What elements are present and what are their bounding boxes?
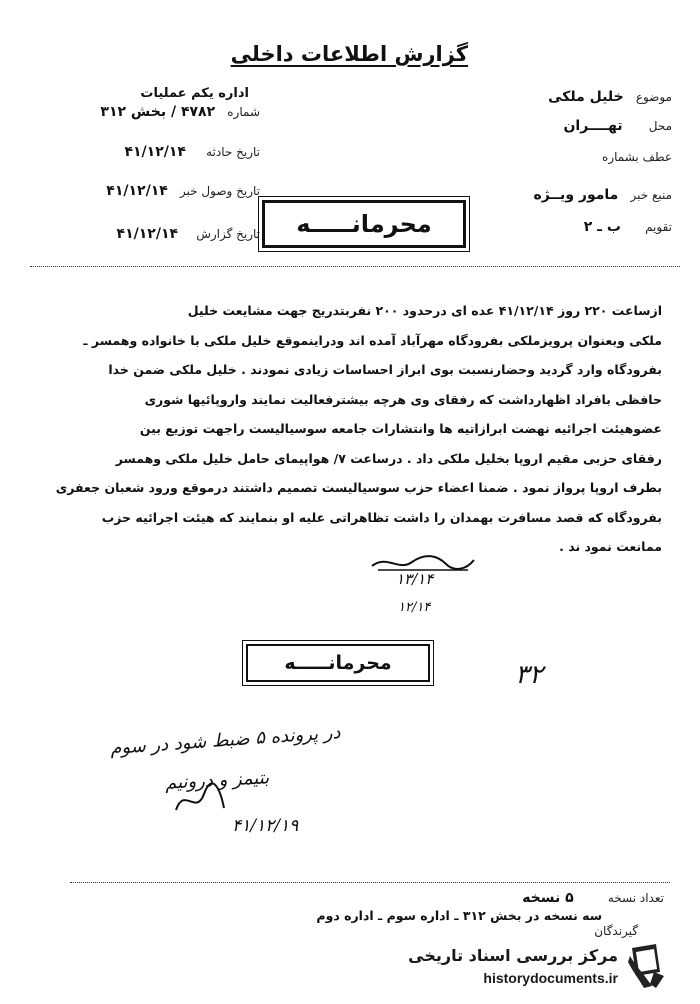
body-line: ملکی وبعنوان پرویزملکی بفرودگاه مهرآباد آمده اند ودراینموقع خلیل ملکی با خانواده وهمسر ـ: [83, 332, 662, 348]
side-handwritten-number: ۳۲: [515, 660, 543, 690]
recipients-value-row: [316, 908, 610, 924]
handwritten-signature: [170, 780, 230, 820]
office-name: [52, 86, 257, 101]
body-line: بطرف اروپا پرواز نمود . ضمنا اعضاء حزب سوسیالیست تصمیم داشتند درموقع ورود شعبان جعفری: [55, 480, 662, 495]
watermark-text-en: historydocuments.ir: [483, 970, 618, 986]
handwritten-note-2: بتیمز و درونیم: [164, 767, 270, 794]
event-date-label: تاریخ حادثه: [206, 145, 260, 159]
event-date-value: ۴۱/۱۲/۱۴: [124, 144, 186, 160]
number-label: شماره: [227, 105, 260, 119]
body-line: ازساعت ۲۲۰ روز ۴۱/۱۲/۱۴ عده ای درحدود ۲۰۰ نفربتدریج جهت مشایعت خلیل: [187, 303, 662, 318]
header-separator: [30, 266, 680, 267]
page-title: گزارش اطلاعات داخلی: [230, 42, 468, 66]
margin-note-date-1: ۱۳/۱۴: [396, 570, 434, 588]
confidential-stamp-bottom: محرمانـــــه: [246, 644, 430, 682]
source-label: منبع خبر: [630, 188, 672, 202]
recipients-label: گیرندگان: [594, 924, 638, 938]
archive-logo-icon: [626, 942, 666, 990]
number-row: [40, 104, 260, 120]
received-date-value: ۴۱/۱۲/۱۴: [106, 183, 168, 199]
confidential-stamp-top: محرمانـــــه: [262, 200, 466, 248]
report-date-value: ۴۱/۱۲/۱۴: [116, 226, 179, 242]
attachment-label: عطف بشماره: [602, 150, 672, 164]
attachment-row: [602, 150, 672, 165]
copies-row: [522, 890, 664, 906]
recipients-label-row: [594, 924, 638, 939]
subject-label: موضوع: [635, 90, 672, 104]
body-line: ممانعت نمود ند .: [559, 539, 662, 554]
received-date-row: [30, 183, 260, 199]
body-line: حافظی بافراد اظهارداشت که رفقای وی هرچه بیشترفعالیت نمایند واروپائیها شوری: [144, 391, 662, 407]
office-label: اداره یکم عملیات: [140, 86, 249, 101]
number-value: ۴۷۸۲ / بخش ۳۱۲: [100, 104, 216, 120]
report-date-row: [30, 226, 260, 242]
evaluation-label: تقویم: [645, 220, 672, 234]
source-row: [534, 187, 672, 203]
copies-value: ۵ نسخه: [522, 890, 574, 906]
evaluation-value: ب ـ ۲: [583, 219, 621, 235]
body-line: بفرودگاه که قصد مسافرت بهمدان را داشت تظاهراتی علیه او بنمایند که هیئت اجرائیه حزب: [101, 509, 662, 525]
handwritten-note-1: در پرونده ۵ ضبط شود در سوم: [109, 721, 342, 760]
handwritten-date: ۴۱/۱۲/۱۹: [232, 816, 299, 836]
evaluation-row: [584, 219, 672, 235]
event-date-row: [30, 144, 260, 160]
source-value: مامور ویــژه: [533, 187, 619, 203]
place-value: تهــــران: [563, 118, 623, 134]
received-date-label: تاریخ وصول خبر: [179, 184, 260, 198]
recipients-value: سه نسخه در بخش ۳۱۲ ـ اداره سوم ـ اداره دوم: [316, 908, 602, 923]
footer-separator: [70, 882, 670, 883]
subject-value: خلیل ملکی: [548, 89, 624, 105]
report-body: [40, 296, 662, 562]
body-line: بفرودگاه وارد گردید وحضارنسبت بوی ابراز احساسات زیادی نمودند . خلیل ملکی ضمن خدا: [108, 362, 662, 377]
report-date-label: تاریخ گزارش: [196, 227, 260, 241]
place-row: [563, 118, 672, 134]
subject-row: [548, 89, 672, 105]
margin-note-date-2: ۱۲/۱۴: [398, 600, 431, 615]
body-line: رفقای حزبی مقیم اروپا بخلیل ملکی داد . درساعت ۷/ هواپیمای حامل خلیل ملکی وهمسر: [115, 450, 662, 466]
body-line: عضوهیئت اجرائیه نهضت ابرازاتیه ها وانتشارات جامعه سوسیالیست راجهت توزیع بین: [139, 421, 662, 436]
place-label: محل: [648, 119, 672, 133]
copies-label: تعداد نسخه: [607, 891, 664, 905]
watermark-text-fa: مرکز بررسی اسناد تاریخی: [408, 946, 618, 965]
